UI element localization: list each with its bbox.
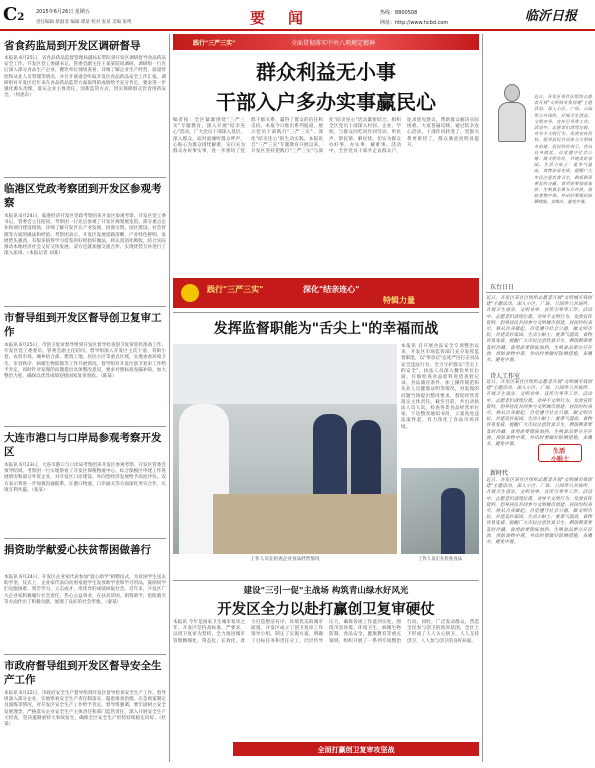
section-name: 要 闻 bbox=[250, 9, 308, 27]
article-body: 本报讯 6月24日，开发区企业家代表参加"爱心助学"捐赠仪式，为贫困学生送去助学金。仪式上，企业家代表向贫困家庭学生发放助学金和学习用品，鼓励同学们克服困难、刻苦学习、立志成才，用优异的成绩回报社会。近年来，开发区广大企业家积极履行社会责任，热心公益事业，在扶贫济困、捐资助学、抢险救灾等方面作出了积极贡献，展现了良好的社会形象。（秦某） bbox=[4, 575, 166, 605]
bottom-kicker: 建设"三引一促"主战场 构筑青山绿水好风光 bbox=[243, 586, 409, 596]
banner-right-label: 特辑力量 bbox=[383, 296, 415, 305]
headline-line-1: 群众利益无小事 bbox=[256, 60, 396, 84]
banner-mid-label: 深化"结亲连心" bbox=[303, 285, 360, 294]
top-tag: 全面贯彻落实中央八项规定精神 bbox=[291, 40, 376, 47]
right-column bbox=[486, 34, 592, 762]
slogan-bar bbox=[233, 742, 479, 756]
hotline bbox=[380, 9, 417, 16]
photo-counter bbox=[213, 494, 397, 554]
banner-left: 践行"三严三实" bbox=[193, 40, 236, 47]
poem-text: 近日，开发区某社区组织志愿者开展"文明城市我创建"主题活动，深入小区、广场、公园等公共场所，开展卫生清洁、文明劝导、宣传引导等工作。活动中，志愿者们清理垃圾、劝导不文明行为、发放宣传资料，倡导居民共同参与文明城市创建。居民纷纷表示，将从自身做起，自觉遵守社会公德，做文明市民，共建美好家园。生活小贴士：夏季气温高，食物容易变质，提醒广大市民注意饮食卫生，剩饭剩菜要及时冷藏，食用前要彻底加热，生熟食品要分开存放，预防食物中毒。外出时要做好防晒措施，多喝水，避免中暑。 bbox=[534, 94, 592, 205]
date-line: 2015年6月26日 星期五 bbox=[36, 9, 90, 15]
feature-body: 编者按：全区紧紧围绕"三严三实"专题教育，深入开展"结亲连心"活动，广大党员干部深入基层、深入群众，面对面倾听群众呼声，心贴心为群众排忧解难，实打实为群众办好事实事，进一步密切了党群干群关系，赢得了群众的信任和支持。本报今日推出系列报道，展示党员干部践行"三严三实"、深化"结亲连心"的生动实践。本报讯 自"三严三实"专题教育开展以来，开发区坚持把践行"三严三实"与深化"结亲连心"活动紧密结合，组织全区党员干部深入村居、企业、学校，与群众同吃同住同劳动，听民声、察民情、解民忧，切实为群众办好事、办实事、解难事。活动中，全区党员干部共走访群众户，征求意见建议，帮助群众解决实际困难。大家普遍反映，通过结亲连心活动，干部作风转变了，党群关系更密切了，群众满意度明显提升。 bbox=[173, 118, 479, 155]
article-body: 本报讯 6月23日，大连市港口与口岸局考察团来开发区参观考察。开发区管委会领导陪同。考察团一行实地察看了开发区保税物流中心、综合保税区申建工作进展情况和部分外贸企业，对开发区口岸建设、外向型经济发展给予高度评价。双方表示将进一步加强沟通联系，在港口物流、口岸通关等方面深化务实合作，实现互利共赢。（张某） bbox=[4, 463, 166, 493]
inset-caption: 工作人员正在检查食品 bbox=[418, 557, 462, 562]
column-divider bbox=[169, 34, 170, 762]
website bbox=[380, 19, 448, 26]
middle-body: 本报讯 自开展食品安全专项整治以来，开发区市场监管部门充分发挥监督职能，以"零容忍"态度严厉打击食品安全违法行为，全力守护群众"舌尖上的安全"。执法人员深入餐饮单位后厨，仔细检查食品原料进货查验记录、食品储存条件、加工操作规范和从业人员健康证明等情况，对发现的问题当场提出整改要求，督促经营者落实主体责任。截至目前，共出动执法人员人次，检查各类食品经营单位家，下达整改通知书份，立案查处违法案件起，有力净化了食品市场环境。 bbox=[401, 344, 479, 430]
portrait-head bbox=[504, 84, 520, 102]
staff-line: 责任编辑 蔡淑菲 编辑 谭某 校对 张某 美编 张鸣 bbox=[36, 20, 132, 25]
middle-headline: 发挥监督职能为"舌尖上"的幸福而战 bbox=[213, 321, 439, 337]
portrait-illustration bbox=[494, 84, 530, 144]
divider bbox=[4, 177, 166, 178]
divider bbox=[4, 654, 166, 655]
page-code bbox=[3, 4, 24, 25]
photo-window bbox=[173, 344, 397, 404]
divider bbox=[4, 306, 166, 307]
left-column bbox=[4, 34, 166, 762]
banner-left-label: 践行"三严三实" bbox=[207, 285, 264, 294]
paper-name-logo: 临沂日报 bbox=[525, 9, 578, 24]
bottom-headline: 开发区全力以赴打赢创卫复审硬仗 bbox=[217, 601, 435, 618]
divider bbox=[173, 312, 479, 313]
page-code-letter: C bbox=[3, 4, 18, 25]
tip-badge-line-1: 生活 bbox=[553, 448, 566, 455]
divider bbox=[486, 292, 592, 293]
hotline-label: 热线： bbox=[380, 10, 396, 16]
article-body: 本报讯 6月24日，临港经济开发区党政考察团来开发区参观考察。开发区党工委书记、管委会主任陪同。考察团一行先后参观了开发区规划展览馆、部分重点企业和项目建设现场，详细了解开发区在产业发展、招商引资、园区建设、社会管理等方面的做法和经验。考察团表示，开发区发展思路清晰、产业特色鲜明、发展势头强劲，有很多值得学习借鉴的好经验好做法，将认真消化吸收，结合实际推动本地经济社会又好又快发展。双方还就加强交流合作、实现优势互补进行了深入座谈。（本报记者 刘某） bbox=[4, 214, 166, 257]
article-title: 市督导组到开发区督导创卫复审工作 bbox=[4, 312, 162, 338]
right-body: 近日，开发区某社区组织志愿者开展"文明城市我创建"主题活动，深入小区、广场、公园等公共场所，开展卫生清洁、文明劝导、宣传引导等工作。活动中，志愿者们清理垃圾、劝导不文明行为、发放宣传资料，倡导居民共同参与文明城市创建。居民纷纷表示，将从自身做起，自觉遵守社会公德，做文明市民，共建美好家园。生活小贴士：夏季气温高，食物容易变质，提醒广大市民注意饮食卫生，剩饭剩菜要及时冷藏，食用前要彻底加热，生熟食品要分开存放，预防食物中毒。外出时要做好防晒措施，多喝水，避免中暑。 bbox=[486, 296, 592, 364]
main-top-feature bbox=[173, 34, 479, 314]
party-emblem-icon bbox=[181, 284, 199, 302]
photo-caption: 工作人员在检查企业食品经营情况 bbox=[250, 557, 320, 562]
divider bbox=[4, 538, 166, 539]
article-title: 大连市港口与口岸局参观考察开发区 bbox=[4, 432, 162, 458]
inset-photo bbox=[401, 468, 479, 554]
right-body: 近日，开发区某社区组织志愿者开展"文明城市我创建"主题活动，深入小区、广场、公园等公共场所，开展卫生清洁、文明劝导、宣传引导等工作。活动中，志愿者们清理垃圾、劝导不文明行为、发放宣传资料，倡导居民共同参与文明城市创建。居民纷纷表示，将从自身做起，自觉遵守社会公德，做文明市民，共建美好家园。生活小贴士：夏季气温高，食物容易变质，提醒广大市民注意饮食卫生，剩饭剩菜要及时冷藏，食用前要彻底加热，生熟食品要分开存放，预防食物中毒。外出时要做好防晒措施，多喝水，避免中暑。 bbox=[486, 478, 592, 546]
article-body: 本报讯 6月22日，市政府安全生产督导组到开发区督导检查安全生产工作。督导组深入部分企业，实地察看安全生产责任制落实、隐患排查治理、应急预案制定及演练等情况，对开发区安全生产工作给予肯定。督导组强调，要牢固树立安全发展理念，严格落实企业安全生产主体责任和部门监管责任，深入开展安全生产大检查，坚决遏制重特大事故发生，确保全区安全生产形势持续稳定向好。（杜某） bbox=[4, 691, 166, 728]
slogan-text: 全面打赢创卫复审攻坚战 bbox=[317, 746, 395, 754]
article-title: 捐资助学献爱心扶贫帮困做善行 bbox=[4, 544, 151, 556]
page-number: 2 bbox=[17, 12, 25, 23]
top-tag-strip bbox=[173, 34, 479, 50]
article-title: 临港区党政考察团到开发区参观考察 bbox=[4, 183, 162, 209]
headline-line-2: 干部入户多办实事赢民心 bbox=[216, 90, 436, 114]
bottom-feature bbox=[173, 584, 479, 764]
portrait-body bbox=[498, 102, 526, 142]
article-body: 本报讯 6月25日，市创卫复审督导组到开发区督导检查创卫复审迎检准备工作。开发区党工委委员、管委会副主任陪同。督导组深入开发区主次干道、背街小巷、农贸市场、城乡结合部、建筑工地、居民小区等重点区域，实地查看环境卫生、市容秩序、病媒生物防制等工作开展情况。督导组对开发区创卫复审工作给予肯定，同时针对发现的问题提出具体整改意见，要求对照标准查漏补缺，加大整治力度，确保以优异成绩迎接国家复审验收。（陈某） bbox=[4, 343, 166, 380]
article-title: 市政府督导组到开发区督导安全生产工作 bbox=[4, 660, 162, 686]
tip-badge-line-2: 小贴士 bbox=[551, 456, 570, 463]
website-url[interactable]: http://www.hcbd.com bbox=[395, 20, 449, 26]
hotline-number: 8800508 bbox=[395, 10, 418, 16]
right-body: 近日，开发区某社区组织志愿者开展"文明城市我创建"主题活动，深入小区、广场、公园等公共场所，开展卫生清洁、文明劝导、宣传引导等工作。活动中，志愿者们清理垃圾、劝导不文明行为、发放宣传资料，倡导居民共同参与文明城市创建。居民纷纷表示，将从自身做起，自觉遵守社会公德，做文明市民，共建美好家园。生活小贴士：夏季气温高，食物容易变质，提醒广大市民注意饮食卫生，剩饭剩菜要及时冷藏，食用前要彻底加热，生熟食品要分开存放，预防食物中毒。外出时要做好防晒措施，多喝水，避免中暑。 bbox=[486, 380, 592, 448]
header-rule bbox=[0, 29, 595, 31]
right-heading: 东台日日 bbox=[490, 284, 515, 291]
tip-badge bbox=[538, 444, 582, 462]
theme-banner bbox=[173, 278, 479, 308]
right-heading: 新时代 bbox=[490, 470, 509, 477]
article-title: 省食药监局到开发区调研督导 bbox=[4, 40, 141, 52]
web-label: 网址： bbox=[380, 20, 396, 26]
page-header bbox=[0, 0, 595, 30]
middle-feature bbox=[173, 316, 479, 578]
right-heading: 诗人工作室 bbox=[490, 373, 521, 380]
divider bbox=[4, 426, 166, 427]
inspection-photo bbox=[173, 344, 397, 554]
column-divider bbox=[482, 34, 483, 762]
inset-photo-person bbox=[441, 488, 465, 554]
article-body: 本报讯 6月25日，省食品药品监督管理局副局长带队到开发区调研督导食品药品安全工作。开发区党工委副书记、管委会副主任王某某陪同调研。调研组一行先后深入部分食品生产企业、餐饮单位现场查看，详细了解企业生产经营、质量管控和从业人员管理等情况，并召开座谈会听取开发区食品药品安全工作汇报。调研组对开发区近年来在食品药品监管方面取得的成绩给予充分肯定，要求进一步强化源头治理，落实企业主体责任，创新监管方式，切实保障群众饮食用药安全。（何思东） bbox=[4, 56, 166, 99]
divider bbox=[173, 580, 479, 581]
bottom-body: 本报讯 今年是国家卫生城市复审之年。开发区坚持高标准、严要求，以创卫复审为契机，全力推进城市管理精细化、常态化、长效化，着力打造整洁有序、环境优美的城市面貌。开发区成立了创卫复审工作领导小组，制定了实施方案，明确了目标任务和责任分工，层层传导压力，确保各项工作落到实处。围绕市容环境、环境卫生、病媒生物防制、食品安全、健康教育等重点领域，组织开展了一系列专项整治行动。同时，广泛发动群众，营造全民参与创卫的浓厚氛围，全区上下形成了人人关心创卫、人人支持创卫、人人参与创卫的良好局面。 bbox=[173, 620, 479, 644]
